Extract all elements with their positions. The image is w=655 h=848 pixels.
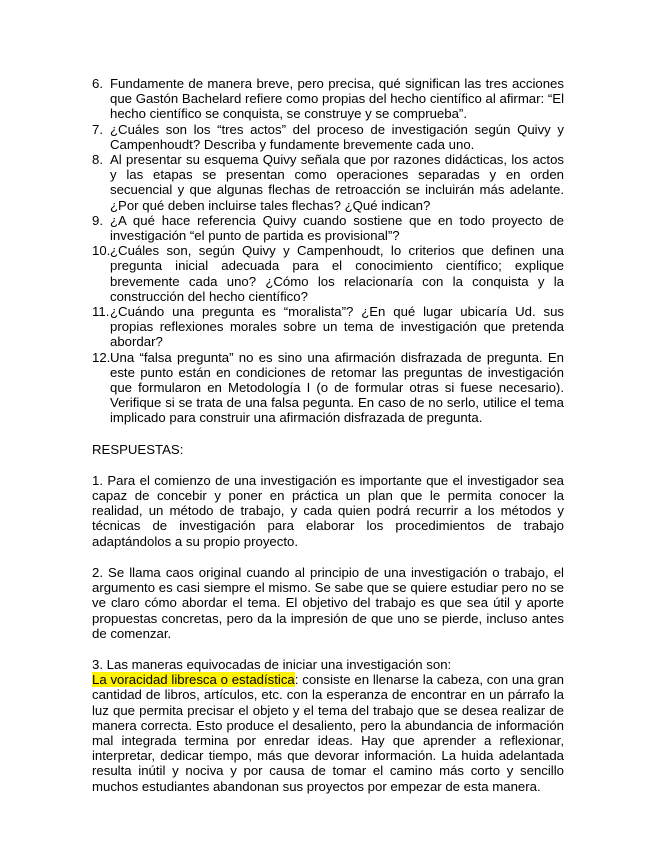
question-number: 9. <box>92 212 103 228</box>
questions-list <box>92 76 564 426</box>
question-text: Una “falsa pregunta” no es sino una afirmación disfrazada de pregunta. En este punto están en condiciones de retomar las preguntas de investigación que formularon en Metodología I (o de formular otras si fuese necesario). Verifique si se trata de una falsa pegunta. En caso de no serlo, utilice el tema implicado para construir una afirmación disfrazada de pregunta. <box>110 349 564 426</box>
question-number: 10. <box>92 243 111 259</box>
answer-3-intro: 3. Las maneras equivocadas de iniciar una investigación son: <box>92 656 452 672</box>
question-text: ¿A qué hace referencia Quivy cuando sostiene que en todo proyecto de investigación “el punto de partida es provisional”? <box>110 212 564 244</box>
question-text: ¿Cuáles son los “tres actos” del proceso de investigación según Quivy y Campenhoudt? Describa y fundamente brevemente cada uno. <box>110 121 564 152</box>
question-text: Al presentar su esquema Quivy señala que por razones didácticas, los actos y las etapas se presentan como operaciones separadas y en orden secuencial y que algunas flechas de retroacción se incluirán más adelante. ¿Por qué deben incluirse tales flechas? ¿Qué indican? <box>110 152 564 213</box>
answer-2: 2. Se llama caos original cuando al principio de una investigación o trabajo, el argumento es casi siempre el mismo. Se sabe que se quiere estudiar pero no se ve claro cómo abordar el tema. El objetivo del trabajo es que sea útil y aporte propuestas concretas, pero da la impresión de que uno se pierde, incluso antes de comenzar. <box>92 564 564 641</box>
question-text: ¿Cuándo una pregunta es “moralista”? ¿En qué lugar ubicaría Ud. sus propias reflexiones morales sobre un tema de investigación que pretenda abordar? <box>110 304 564 350</box>
question-number: 6. <box>92 76 103 91</box>
question-number: 8. <box>92 152 103 168</box>
question-number: 11. <box>92 304 110 320</box>
question-item <box>92 152 564 213</box>
question-item <box>92 243 564 304</box>
question-item <box>92 76 564 122</box>
question-number: 7. <box>92 121 103 137</box>
question-text: Fundamente de manera breve, pero precisa, qué significan las tres acciones que Gastón Bachelard refiere como propias del hecho científico al afirmar: “El hecho científico se conquista, se construye y se comprueba”. <box>110 76 564 122</box>
document-content <box>92 76 564 794</box>
question-item <box>92 304 564 350</box>
answer-3-body <box>92 672 564 794</box>
question-number: 12. <box>92 349 111 365</box>
answer-1: 1. Para el comienzo de una investigación es importante que el investigador sea capaz de concebir y poner en práctica un plan que le permita conocer la realidad, un método de trabajo, y cada quien podrá recurrir a los métodos y técnicas de investigación para elaborar los procedimientos de trabajo adaptándolos a su propio proyecto. <box>92 472 564 549</box>
question-text: ¿Cuáles son, según Quivy y Campenhoudt, lo criterios que definen una pregunta inicial adecuada para el conocimiento científico; explique brevemente cada uno? ¿Cómo los relacionaría con la conquista y la construcción del hecho científico? <box>110 243 564 304</box>
answer-3-text: : consiste en llenarse la cabeza, con una gran cantidad de libros, artículos, etc. con la esperanza de encontrar en un párrafo la luz que permita precisar el objeto y el tema del trabajo que se desea realizar de manera correcta. Esto produce el desaliento, pero la abundancia de información mal integrada termina por enredar ideas. Hay que aprender a reflexionar, interpretar, dedicar tiempo, más que devorar información. La huida adelantada resulta inútil y nociva y por causa de tomar el camino más corto y sencillo muchos estudiantes abandonan sus proyectos por empezar de esta manera. <box>92 672 564 794</box>
question-item <box>92 213 564 243</box>
respuestas-heading: RESPUESTAS: <box>92 441 184 457</box>
question-item <box>92 122 564 152</box>
question-item <box>92 350 564 426</box>
highlighted-term: La voracidad libresca o estadística <box>92 672 295 688</box>
